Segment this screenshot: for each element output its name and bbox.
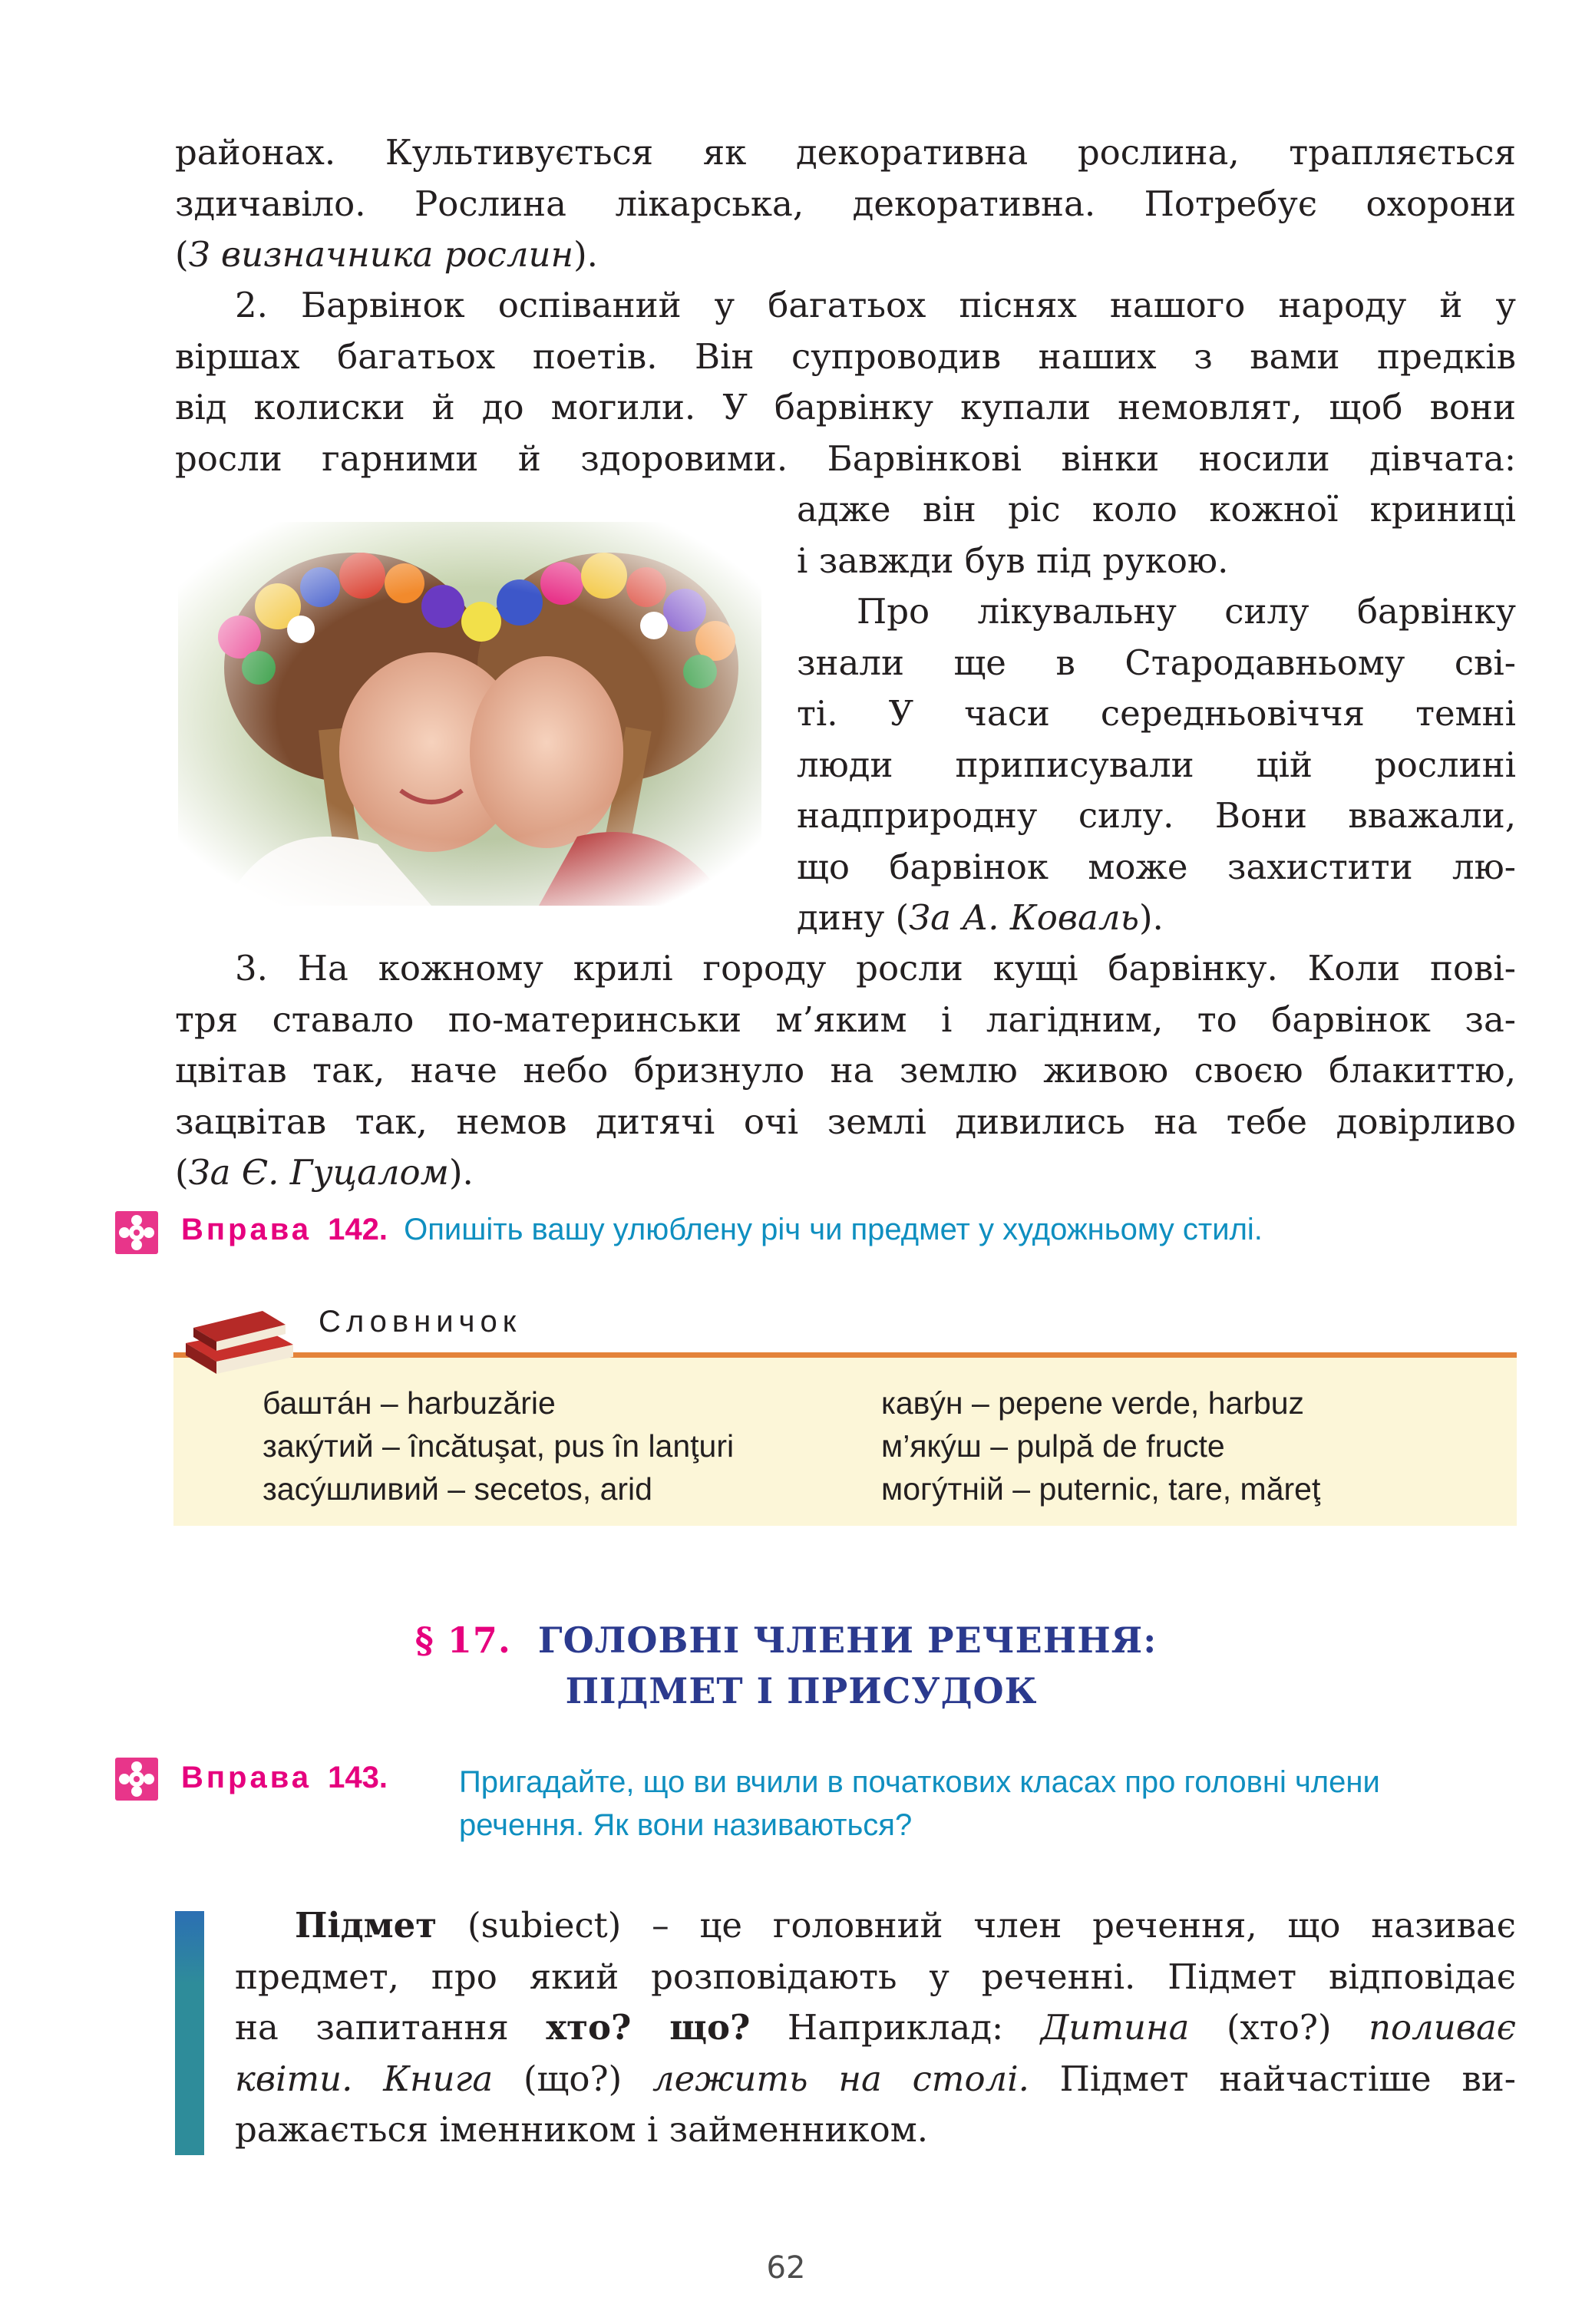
text-line: ті. У часи середньовіччя темні (797, 693, 1516, 734)
paragraph-2 (175, 280, 1516, 484)
rule-bar (175, 1911, 204, 2155)
text-line: зацвітав так, немов дитячі очі землі дивились на тебе довірливо (175, 1101, 1516, 1142)
text-line: ражається іменником і займенником. (235, 2109, 929, 2150)
exercise-flower-icon (115, 1758, 158, 1801)
text-line: що барвінок може захистити лю- (797, 846, 1516, 887)
text-line: Про лікувальну силу барвінку (857, 591, 1516, 632)
rule-text (235, 1900, 1516, 2156)
text-line: на запитання хто? що? Наприклад: Дитина (хто?) поливає (235, 2007, 1517, 2048)
dictionary-entry: кавýн – pepene verde, harbuz (881, 1385, 1305, 1421)
text-line: люди приписували цій рослині (797, 744, 1516, 785)
dictionary-entry: засýшливий – secetos, arid (263, 1471, 652, 1507)
page-number: 62 (766, 2250, 806, 2286)
text-line: (З визначника рослин). (175, 234, 598, 275)
paragraph-2-wrap (797, 484, 1516, 944)
dictionary-entry: баштáн – harbuzărie (263, 1385, 556, 1421)
text-line: надприродну силу. Вони вважали, (797, 795, 1516, 836)
text-line: (За Є. Гуцалом). (175, 1152, 474, 1193)
text-line: районах. Культивується як декоративна рослина, трапляється (175, 132, 1516, 173)
exercise-text: Опишіть вашу улюблену річ чи предмет у художньому стилі. (404, 1213, 1263, 1246)
text-line: предмет, про який розповідають у реченні. Підмет відповідає (235, 1956, 1516, 1997)
section-heading (0, 1619, 1572, 1661)
exercise-number: 142. (328, 1213, 388, 1246)
text-line: від колиски й до могили. У барвінку купали немовлят, щоб вони (175, 387, 1516, 427)
section-sign: § 17. (414, 1619, 511, 1661)
photo-illustration (178, 522, 761, 906)
text-line: адже він ріс коло кожної криниці (797, 489, 1516, 530)
text-line: цвітав так, наче небо бризнуло на землю живою своєю блакиттю, (175, 1050, 1516, 1091)
section-heading-line-2 (0, 1670, 1572, 1712)
text-line: 2. Барвінок оспіваний у багатьох піснях нашого народу й у (235, 285, 1516, 325)
exercise-text: речення. Як вони називаються? (459, 1808, 913, 1842)
photo-girls-flower-wreaths (178, 522, 761, 906)
exercise-flower-icon (115, 1211, 158, 1254)
text-line: квіти. Книга (що?) лежить на столі. Підмет найчастіше ви- (235, 2058, 1516, 2099)
source-citation: За Є. Гуцалом (188, 1152, 449, 1193)
exercise-text: Пригадайте, що ви вчили в початкових класах про головні члени (459, 1765, 1380, 1799)
dictionary-entry: м’якýш – pulpă de fructe (881, 1428, 1225, 1464)
text-line: 3. На кожному крилі городу росли кущі барвінку. Коли пові- (235, 948, 1516, 989)
dictionary-entry: закýтий – încătuşat, pus în lanţuri (263, 1428, 735, 1464)
exercise-142 (181, 1213, 1263, 1247)
exercise-143 (181, 1761, 388, 1795)
dictionary-entry: могýтній – puternic, tare, măreţ (881, 1471, 1321, 1507)
paragraph-1 (175, 127, 1516, 281)
text-line: здичавіло. Рослина лікарська, декоративна. Потребує охорони (175, 183, 1516, 224)
text-line: і завжди був під рукою. (797, 540, 1229, 581)
text-line: Підмет (subiect) – це головний член речення, що називає (295, 1905, 1516, 1946)
paragraph-3 (175, 943, 1516, 1199)
exercise-label: Вправа (181, 1213, 312, 1246)
rule-term: Підмет (295, 1905, 438, 1946)
section-title-line-2: ПІДМЕТ І ПРИСУДОК (565, 1670, 1038, 1712)
text-line: віршах багатьох поетів. Він супроводив наших з вами предків (175, 335, 1516, 377)
dictionary-left-column (263, 1382, 734, 1510)
books-icon (170, 1297, 301, 1389)
text-line: знали ще в Стародавньому сві- (797, 642, 1516, 683)
text-line: росли гарними й здоровими. Барвінкові вінки носили дівчата: (175, 437, 1516, 479)
text-line: тря ставало по-материнськи м’яким і лагідним, то барвінок за- (175, 999, 1516, 1040)
dictionary-title: Словничок (319, 1305, 522, 1339)
text-line: дину (За А. Коваль). (797, 897, 1164, 938)
section-title-line-1: ГОЛОВНІ ЧЛЕНИ РЕЧЕННЯ: (537, 1619, 1158, 1661)
exercise-number: 143. (328, 1761, 388, 1794)
source-citation: З визначника рослин (188, 234, 574, 275)
source-citation: За А. Коваль (909, 897, 1139, 938)
dictionary-right-column (881, 1382, 1320, 1510)
exercise-label: Вправа (181, 1761, 312, 1794)
exercise-143-text (459, 1761, 1380, 1847)
dictionary-divider (173, 1352, 1517, 1358)
